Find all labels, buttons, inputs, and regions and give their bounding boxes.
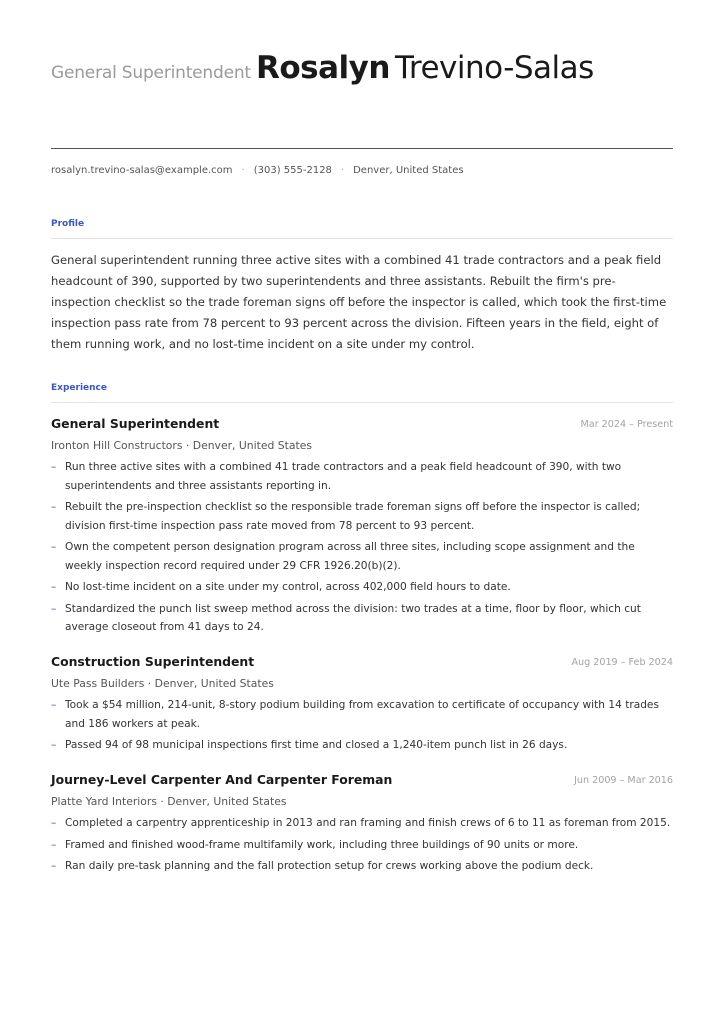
experience-section-divider <box>51 402 673 403</box>
list-item: – Took a $54 million, 214-unit, 8-story podium building from excavation to certificate of occupancy with 14 trades and 186 workers at peak. <box>51 696 673 733</box>
job-entry <box>51 416 673 640</box>
bullet-marker: – <box>51 541 57 553</box>
job-company: Platte Yard Interiors · Denver, United States <box>51 795 287 808</box>
contact-phone[interactable]: (303) 555-2128 <box>253 165 332 176</box>
contact-email[interactable]: rosalyn.trevino-salas@example.com <box>51 165 233 176</box>
list-item: – Own the competent person designation program across all three sites, including scope assignment and the weekly inspection record required under 29 CFR 1926.20(b)(2). <box>51 538 673 575</box>
job-bullets <box>51 696 673 755</box>
list-item: – Rebuilt the pre-inspection checklist so the responsible trade foreman signs off before the inspector is called; division first-time inspection pass rate moved from 78 percent to 93 percent. <box>51 498 673 535</box>
job-bullets <box>51 458 673 637</box>
job-title: General Superintendent <box>51 416 220 431</box>
bullet-marker: – <box>51 699 57 711</box>
list-item: – Ran daily pre-task planning and the fall protection setup for crews working above the podium deck. <box>51 857 673 876</box>
list-item: – Completed a carpentry apprenticeship in 2013 and ran framing and finish crews of 6 to 11 as foreman from 2015. <box>51 814 673 833</box>
bullet-marker: – <box>51 501 57 513</box>
contact-separator: · <box>241 165 245 176</box>
list-item: – Run three active sites with a combined 41 trade contractors and a peak field headcount of 390, with two superintendents and three assistants reporting in. <box>51 458 673 495</box>
last-name: Trevino-Salas <box>395 50 594 86</box>
bullet-marker: – <box>51 860 57 872</box>
profile-text: General superintendent running three active sites with a combined 41 trade contractors and a peak field headcount of 390, supported by two superintendents and three assistants. Rebuilt the firm's pre-inspection checklist so the trade foreman signs off before the inspector is called, which took the first-time inspection pass rate from 78 percent to 93 percent across the division. Fifteen years in the field, eight of them running work, and no lost-time incident on a site under my control. <box>51 253 667 351</box>
name-header <box>51 50 673 91</box>
job-dates: Aug 2019 – Feb 2024 <box>571 657 673 668</box>
list-item: – Standardized the punch list sweep method across the division: two trades at a time, floor by floor, which cut average closeout from 41 days to 24. <box>51 600 673 637</box>
job-title: Construction Superintendent <box>51 654 255 669</box>
contact-separator: · <box>340 165 345 176</box>
bullet-marker: – <box>51 739 57 751</box>
role-prefix: General Superintendent <box>51 63 251 83</box>
header-divider <box>51 148 673 149</box>
profile-section-title: Profile <box>51 219 85 229</box>
job-bullets <box>51 814 673 876</box>
contact-location: Denver, United States <box>353 165 464 176</box>
bullet-marker: – <box>51 581 57 593</box>
list-item: – Framed and finished wood-frame multifamily work, including three buildings of 90 units or more. <box>51 836 673 855</box>
bullet-marker: – <box>51 461 57 473</box>
bullet-marker: – <box>51 817 57 829</box>
experience-section-title: Experience <box>51 383 107 393</box>
job-company: Ironton Hill Constructors · Denver, United States <box>51 439 313 452</box>
job-title: Journey-Level Carpenter And Carpenter Foreman <box>51 772 393 787</box>
profile-section-divider <box>51 238 673 239</box>
first-name: Rosalyn <box>255 50 390 86</box>
job-dates: Mar 2024 – Present <box>580 419 673 430</box>
job-entry <box>51 772 673 879</box>
bullet-marker: – <box>51 838 57 851</box>
list-item: – No lost-time incident on a site under my control, across 402,000 field hours to date. <box>51 578 673 597</box>
job-company: Ute Pass Builders · Denver, United States <box>51 677 274 690</box>
contact-line <box>51 165 464 176</box>
list-item: – Passed 94 of 98 municipal inspections first time and closed a 1,240-item punch list in 26 days. <box>51 736 673 755</box>
job-dates: Jun 2009 – Mar 2016 <box>574 775 673 786</box>
job-entry <box>51 654 673 758</box>
bullet-marker: – <box>51 602 57 615</box>
